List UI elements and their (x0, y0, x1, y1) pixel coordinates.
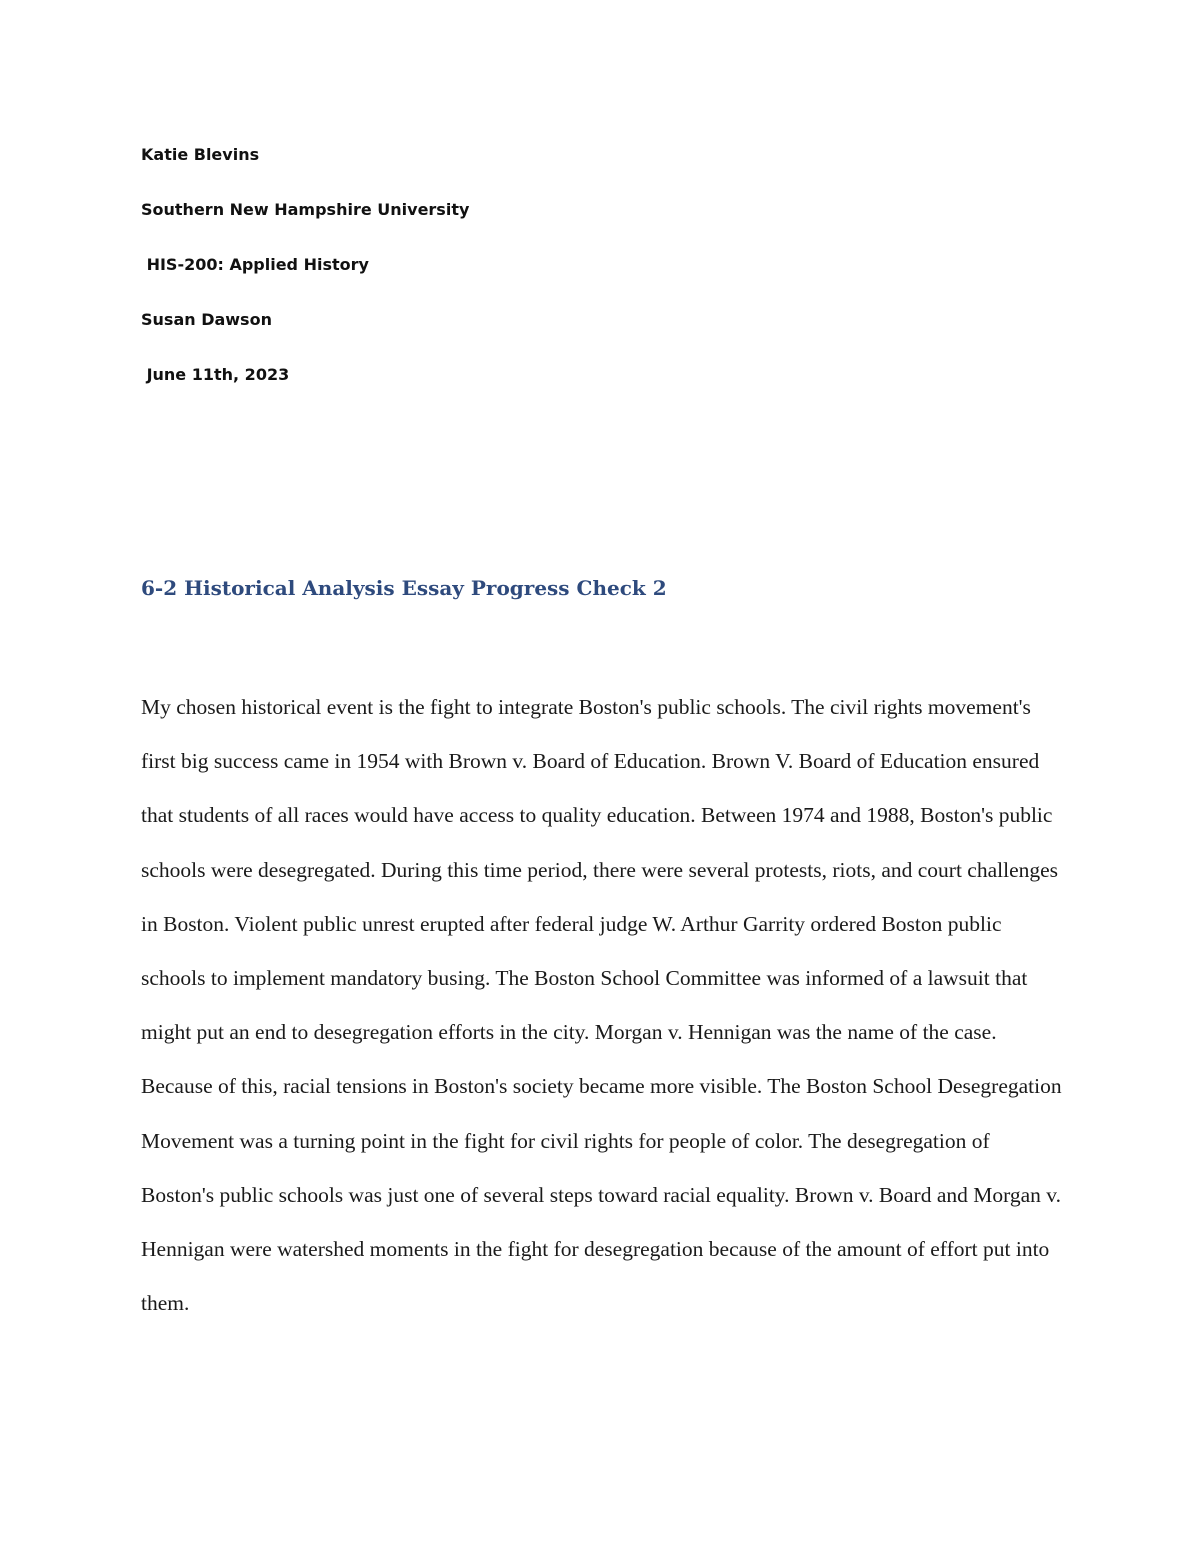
submission-date: June 11th, 2023 (141, 365, 290, 384)
title-page-header (141, 140, 469, 415)
essay-title: 6-2 Historical Analysis Essay Progress Check 2 (141, 576, 667, 600)
course-name: HIS-200: Applied History (141, 255, 369, 274)
instructor-name: Susan Dawson (141, 310, 272, 329)
author-name: Katie Blevins (141, 145, 260, 164)
institution-name: Southern New Hampshire University (141, 200, 470, 219)
essay-paragraph: My chosen historical event is the fight to integrate Boston's public schools. The civil rights movement's first big success came in 1954 with Brown v. Board of Education. Brown V. Board of Education ensured that students of all races would have access to quality education. Between 1974 and 1988, Boston's public schools were desegregated. During this time period, there were several protests, riots, and court challenges in Boston. Violent public unrest erupted after federal judge W. Arthur Garrity ordered Boston public schools to implement mandatory busing. The Boston School Committee was informed of a lawsuit that might put an end to desegregation efforts in the city. Morgan v. Hennigan was the name of the case. Because of this, racial tensions in Boston's society became more visible. The Boston School Desegregation Movement was a turning point in the fight for civil rights for people of color. The desegregation of Boston's public schools was just one of several steps toward racial equality. Brown v. Board and Morgan v. Hennigan were watershed moments in the fight for desegregation because of the amount of effort put into them. (141, 695, 1062, 1316)
